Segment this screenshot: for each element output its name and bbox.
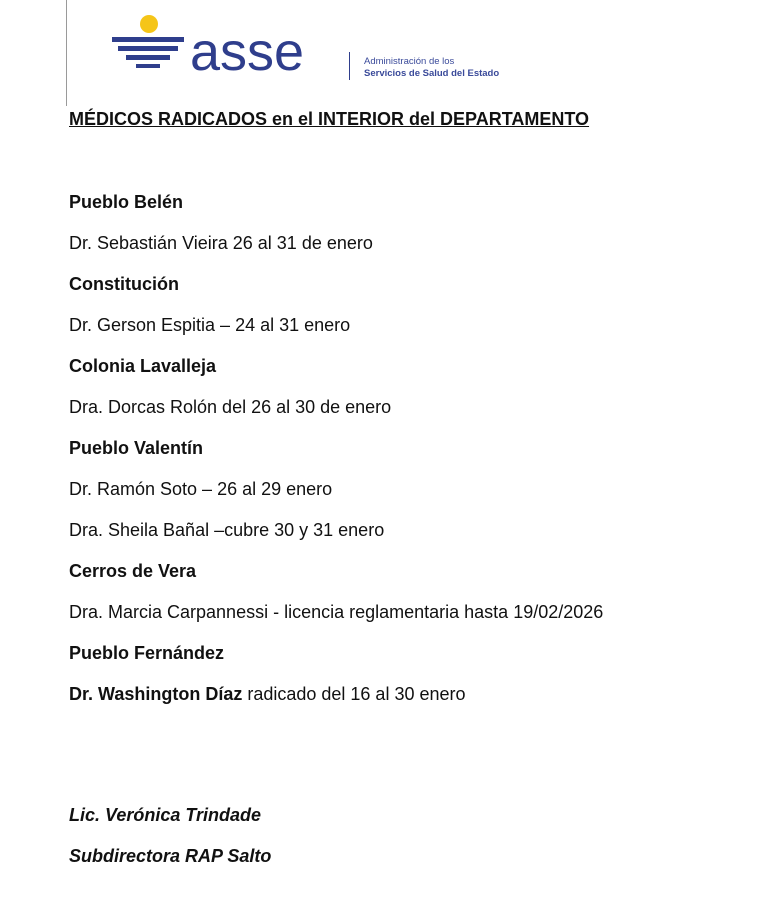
doctor-entry: Dra. Sheila Bañal –cubre 30 y 31 enero (69, 520, 385, 540)
doctor-entry-detail: radicado del 16 al 30 enero (242, 684, 466, 704)
doctor-name-bold: Dr. Washington Díaz (69, 684, 243, 704)
location-name: Pueblo Belén (69, 192, 184, 212)
logo-sun-icon (140, 15, 158, 33)
logo-org-name (364, 56, 499, 80)
logo-bar-2 (118, 46, 178, 51)
logo-wordmark: asse (190, 22, 305, 78)
location-name: Cerros de Vera (69, 561, 197, 581)
asse-logo-graphic (112, 12, 352, 78)
signature-name: Lic. Verónica Trindade (69, 805, 262, 825)
doctor-entry: Dr. Gerson Espitia – 24 al 31 enero (69, 315, 351, 335)
page-title: MÉDICOS RADICADOS en el INTERIOR del DEPARTAMENTO (69, 109, 590, 129)
doctor-entry: Dra. Dorcas Rolón del 26 al 30 de enero (69, 397, 392, 417)
logo-org-line1: Administración de los (364, 56, 455, 67)
doctor-entry (69, 682, 749, 723)
logo-bar-1 (112, 37, 184, 42)
asse-logo (112, 12, 542, 78)
logo-org-line2: Servicios de Salud del Estado (364, 68, 500, 79)
location-name: Pueblo Fernández (69, 643, 225, 663)
doctor-entry: Dr. Sebastián Vieira 26 al 31 de enero (69, 233, 373, 253)
margin-line (66, 0, 67, 106)
doctor-entry: Dra. Marcia Carpannessi - licencia reglamentaria hasta 19/02/2026 (69, 602, 604, 622)
logo-bar-4 (136, 64, 160, 68)
doctor-entry: Dr. Ramón Soto – 26 al 29 enero (69, 479, 333, 499)
logo-bar-3 (126, 55, 170, 60)
location-name: Pueblo Valentín (69, 438, 204, 458)
location-name: Colonia Lavalleja (69, 356, 217, 376)
location-name: Constitución (69, 274, 179, 294)
signature-role: Subdirectora RAP Salto (69, 846, 272, 866)
logo-separator (349, 52, 350, 80)
signature-block (69, 803, 271, 885)
locations-list (69, 190, 749, 723)
